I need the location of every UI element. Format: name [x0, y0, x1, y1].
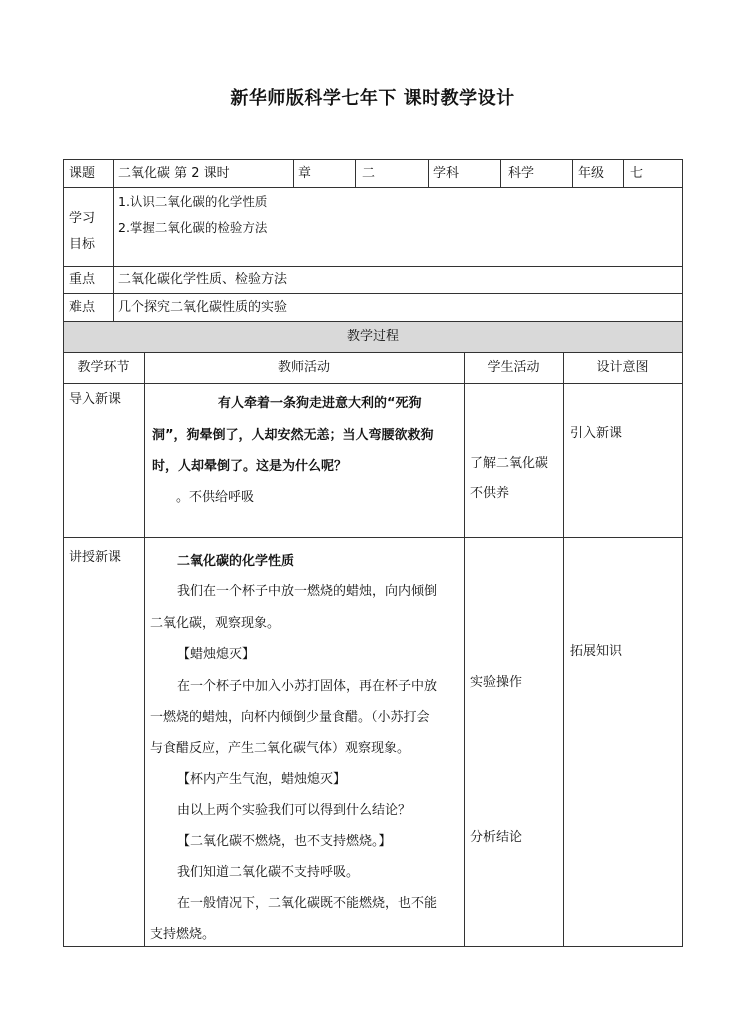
grade-label: 年级 — [578, 166, 605, 181]
goals-label — [69, 206, 95, 258]
chapter-label: 章 — [298, 166, 312, 181]
rule — [113, 159, 114, 321]
column-header-student: 学生活动 — [487, 360, 540, 375]
lecture-teacher-line: 一燃烧的蜡烛，向杯内倾倒少量食醋。（小苏打会 — [150, 710, 430, 725]
lecture-student-line: 实验操作 — [470, 675, 523, 690]
lecture-teacher-line: 【二氧化碳不燃烧，也不支持燃烧。】 — [177, 834, 392, 849]
intro-intent: 引入新课 — [570, 426, 623, 441]
lecture-teacher-line: 二氧化碳，观察现象。 — [150, 616, 281, 631]
rule — [293, 159, 294, 187]
column-header-stage: 教学环节 — [77, 360, 130, 375]
intro-teacher-line: 洞”，狗晕倒了，人却安然无恙；当人弯腰欲救狗 — [152, 428, 434, 443]
rule — [63, 266, 683, 267]
intro-teacher-line: 时，人却晕倒了。这是为什么呢？ — [152, 459, 348, 474]
goals-label-line: 学习 — [69, 211, 96, 226]
chapter-value: 二 — [362, 166, 376, 181]
lecture-teacher-line: 在一般情况下，二氧化碳既不能燃烧，也不能 — [177, 896, 438, 911]
rule — [682, 159, 683, 947]
column-header-teacher: 教师活动 — [277, 360, 330, 375]
lecture-teacher-line: 与食醋反应，产生二氧化碳气体）观察现象。 — [150, 741, 411, 756]
lecture-teacher-line: 【蜡烛熄灭】 — [177, 647, 256, 662]
goal-item: 1.认识二氧化碳的化学性质 — [118, 194, 268, 209]
lecture-teacher-line: 二氧化碳的化学性质 — [177, 554, 295, 569]
rule — [355, 159, 356, 187]
grade-value: 七 — [630, 166, 644, 181]
rule — [500, 159, 501, 187]
rule — [63, 159, 683, 160]
lecture-teacher-line: 由以上两个实验我们可以得到什么结论？ — [177, 803, 412, 818]
key-points-label: 重点 — [69, 272, 96, 287]
rule — [63, 352, 683, 353]
difficulties-label: 难点 — [69, 300, 96, 315]
topic-label: 课题 — [69, 166, 96, 181]
rule — [63, 293, 683, 294]
goal-item: 2.掌握二氧化碳的检验方法 — [118, 220, 268, 235]
difficulties-value: 几个探究二氧化碳性质的实验 — [118, 300, 288, 315]
goals-label-line: 目标 — [69, 237, 96, 252]
rule — [623, 159, 624, 187]
column-header-intent: 设计意图 — [596, 360, 649, 375]
rule — [63, 537, 683, 538]
subject-value: 科学 — [508, 166, 535, 181]
intro-student-line: 不供养 — [470, 486, 510, 501]
lecture-intent: 拓展知识 — [570, 644, 623, 659]
rule — [63, 946, 683, 947]
lecture-teacher-line: 我们知道二氧化碳不支持呼吸。 — [177, 865, 360, 880]
intro-stage: 导入新课 — [69, 392, 122, 407]
rule — [464, 352, 465, 947]
lecture-teacher-line: 在一个杯子中加入小苏打固体，再在杯子中放 — [177, 679, 438, 694]
rule — [428, 159, 429, 187]
rule — [63, 187, 683, 188]
process-header: 教学过程 — [346, 329, 399, 344]
intro-teacher-line: 。不供给呼吸 — [176, 490, 255, 505]
lecture-student-line: 分析结论 — [470, 830, 523, 845]
rule — [572, 159, 573, 187]
page-title: 新华师版科学七年下 课时教学设计 — [230, 88, 515, 109]
rule — [144, 352, 145, 947]
key-points-value: 二氧化碳化学性质、检验方法 — [118, 272, 288, 287]
lecture-teacher-line: 支持燃烧。 — [150, 927, 216, 942]
topic-value: 二氧化碳 第 2 课时 — [118, 166, 230, 181]
lecture-teacher-line: 我们在一个杯子中放一燃烧的蜡烛，向内倾倒 — [177, 584, 438, 599]
rule — [63, 383, 683, 384]
lecture-teacher-line: 【杯内产生气泡，蜡烛熄灭】 — [177, 772, 347, 787]
intro-teacher-line: 有人牵着一条狗走进意大利的“死狗 — [218, 396, 422, 411]
subject-label: 学科 — [433, 166, 460, 181]
rule — [563, 352, 564, 947]
lecture-stage: 讲授新课 — [69, 550, 122, 565]
intro-student-line: 了解二氧化碳 — [470, 456, 549, 471]
rule — [63, 321, 683, 322]
rule — [63, 159, 64, 947]
